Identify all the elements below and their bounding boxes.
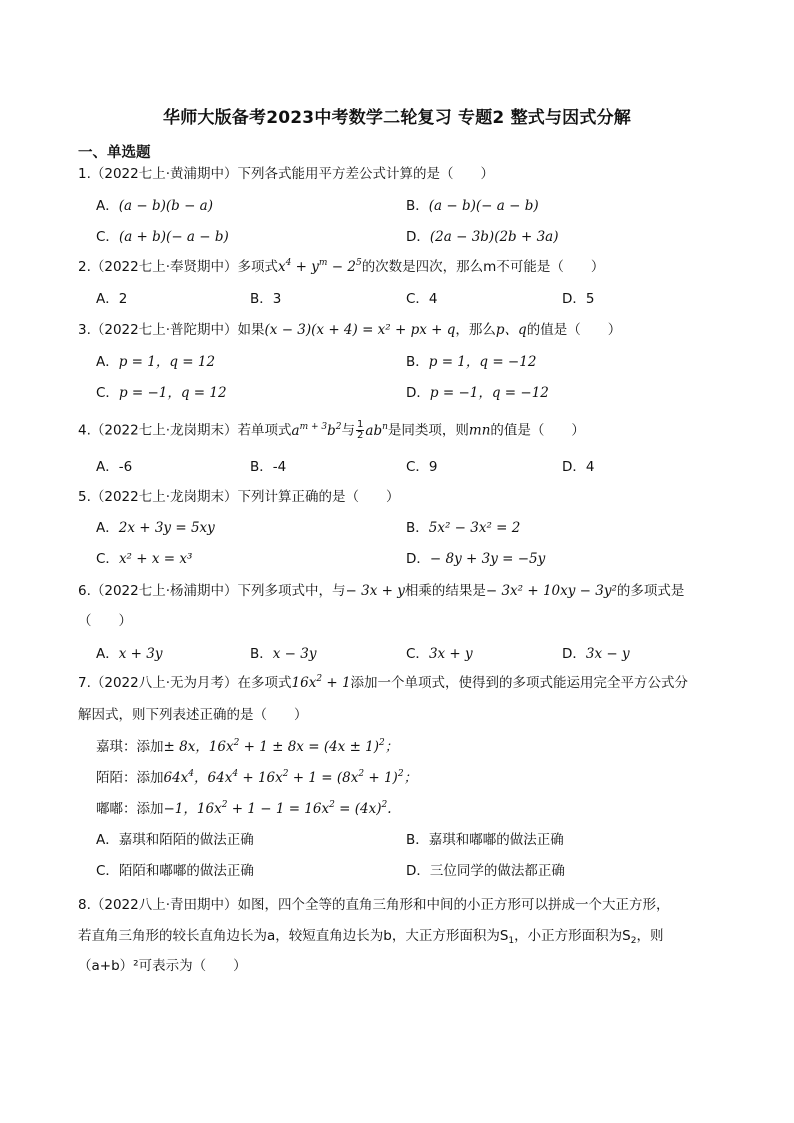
q1-option-d[interactable] [406,228,559,246]
section-heading: 一、单选题 [78,145,151,161]
q5-option-d[interactable]: D．− 8y + 3y = −5y [406,551,546,567]
question-4-stem: 4.（2022七上·龙岗期末）若单项式$a^{m + 3}b^2$与 $\frac{1}{2}$ $ab^n$是同类项，则mn的值是（ ） [78,419,585,441]
option-label: B． [406,198,429,214]
q7-option-b[interactable]: B．嘉琪和嘟嘟的做法正确 [406,832,564,848]
q4-fraction: $\frac{1}{2}$ [357,419,364,441]
question-1-stem: 1.（2022七上·黄浦期中）下列各式能用平方差公式计算的是（ ） [78,166,495,182]
q6-option-b[interactable]: B．x − 3y [250,646,317,662]
q4-option-c[interactable]: C．9 [406,459,438,475]
question-8-stem-line2: 若直角三角形的较长直角边长为a，较短直角边长为b，大正方形面积为$S_1$，小正方形面积为$S_2$，则 [78,928,664,946]
q6-option-a[interactable]: A．x + 3y [96,646,163,662]
option-expression: (a + b)(− a − b) [118,229,229,245]
q2-polynomial: $x^4 + y^m - 2^5$ [278,258,362,275]
q4-monomial-2: $ab^n$ [365,421,388,439]
q2-option-c[interactable]: C．4 [406,291,438,307]
question-7-stem: 7.（2022八上·无为月考）在多项式$16x^2 + 1$添加一个单项式，使得到的多项式能运用完全平方公式分 [78,674,689,691]
q1-option-a[interactable] [96,197,213,215]
q7-dudu-method: 嘟嘟：添加−1，$16x^2 + 1 - 1 = 16x^2 = (4x)^2$. [96,800,392,817]
document-title: 华师大版备考2023中考数学二轮复习 专题2 整式与因式分解 [163,108,631,128]
q3-option-d[interactable]: D．p = −1，q = −12 [406,385,549,401]
option-label: C． [96,229,119,245]
question-6-stem: 6.（2022七上·杨浦期中）下列多项式中，与− 3x + y相乘的结果是− 3x² + 10xy − 3y²的多项式是 [78,583,685,599]
question-2-stem: 2.（2022七上·奉贤期中）多项式$x^4 + y^m - 2^5$的次数是四次，那么m不可能是（ ） [78,258,605,275]
option-expression: (a − b)(− a − b) [428,198,539,214]
q2-option-d[interactable]: D．5 [562,291,595,307]
question-8-stem-line3: （a+b）²可表示为（ ） [78,958,247,974]
q4-option-a[interactable]: A．-6 [96,459,133,475]
q4-option-d[interactable]: D．4 [562,459,595,475]
q7-option-a[interactable]: A．嘉琪和陌陌的做法正确 [96,832,254,848]
question-7-stem-line2: 解因式，则下列表述正确的是（ ） [78,707,308,723]
q3-option-b[interactable]: B．p = 1，q = −12 [406,354,537,370]
option-label: D． [406,229,430,245]
option-expression: (a − b)(b − a) [118,198,213,214]
q7-polynomial: $16x^2 + 1$ [291,674,351,691]
q4-option-b[interactable]: B．-4 [250,459,287,475]
option-label: A． [96,198,119,214]
q1-option-b[interactable] [406,197,539,215]
q6-option-d[interactable]: D．3x − y [562,646,630,662]
q7-option-c[interactable]: C．陌陌和嘟嘟的做法正确 [96,863,254,879]
q6-option-c[interactable]: C．3x + y [406,646,473,662]
question-8-stem: 8.（2022八上·青田期中）如图，四个全等的直角三角形和中间的小正方形可以拼成一个大正方形， [78,897,670,913]
question-5-stem: 5.（2022七上·龙岗期末）下列计算正确的是（ ） [78,489,400,505]
q2-option-b[interactable]: B．3 [250,291,282,307]
q3-option-a[interactable]: A．p = 1，q = 12 [96,354,216,370]
q7-option-d[interactable]: D．三位同学的做法都正确 [406,863,565,879]
q4-monomial-1: $a^{m + 3}b^2$ [291,421,342,439]
q5-option-b[interactable]: B．5x² − 3x² = 2 [406,520,521,536]
q7-jiaqi-method: 嘉琪：添加± 8x，$16x^2 + 1 \pm 8x = (4x \pm 1)^2$； [96,738,399,755]
question-3-stem: 3.（2022七上·普陀期中）如果(x − 3)(x + 4) = x² + px + q，那么p、q的值是（ ） [78,322,622,338]
q1-option-c[interactable] [96,228,229,246]
q3-option-c[interactable]: C．p = −1，q = 12 [96,385,227,401]
option-expression: (2a − 3b)(2b + 3a) [429,229,559,245]
q2-option-a[interactable]: A．2 [96,291,128,307]
q7-mobo-method: 陌陌：添加$64x^4$，$64x^4 + 16x^2 + 1 = (8x^2 + 1)^2$； [96,769,418,786]
q5-option-a[interactable]: A．2x + 3y = 5xy [96,520,215,536]
q5-option-c[interactable]: C．x² + x = x³ [96,551,193,567]
question-6-stem-line2: （ ） [78,613,132,629]
